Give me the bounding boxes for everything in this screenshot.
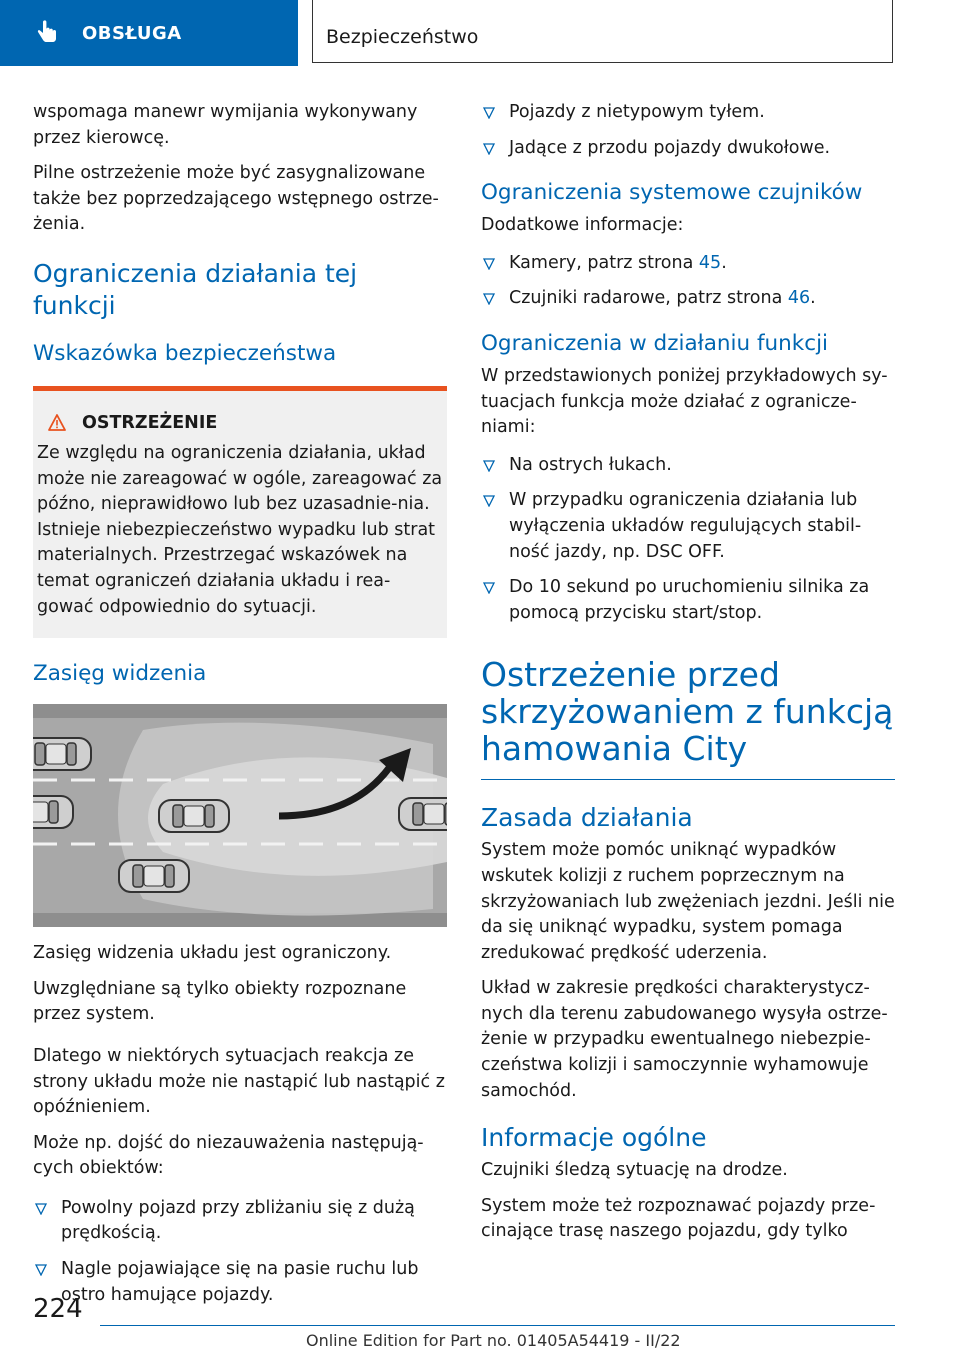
- paragraph: System może też rozpoznawać pojazdy prze-cinające trasę naszego pojazdu, gdy tylko: [481, 1195, 876, 1242]
- list-item: Czujniki radarowe, patrz strona 46.: [481, 286, 895, 312]
- main-heading: Ostrzeżenie przed skrzyżowaniem z funkcją hamowania City: [481, 655, 894, 769]
- paragraph: Może np. dojść do niezauważenia następują-cych obiektów:: [33, 1132, 424, 1179]
- list-item: Kamery, patrz strona 45.: [481, 251, 895, 277]
- hand-pointer-icon: [34, 20, 60, 46]
- paragraph: Dodatkowe informacje:: [481, 215, 684, 236]
- heading-sensor-limits: Ograniczenia systemowe czujników: [481, 180, 863, 206]
- heading-general: Informacje ogólne: [481, 1123, 707, 1153]
- objects-list-continued: [481, 100, 895, 161]
- list-item: W przypadku ograniczenia działania lub wyłączenia układów regulujących stabil-ność jazdy, np. DSC OFF.: [481, 488, 895, 565]
- heading-range: Zasięg widzenia: [33, 661, 207, 687]
- heading-safety: Wskazówka bezpieczeństwa: [33, 340, 337, 366]
- list-item: Powolny pojazd przy zbliżaniu się z dużą prędkością.: [33, 1196, 447, 1247]
- paragraph: Dlatego w niektórych sytuacjach reakcja ze strony układu może nie nastąpić lub nastąpić z opóźnieniem.: [33, 1045, 445, 1118]
- paragraph: Zasięg widzenia układu jest ograniczony.: [33, 943, 392, 964]
- section-label: OBSŁUGA: [82, 22, 182, 44]
- page-link-radar[interactable]: 46: [787, 288, 811, 309]
- list-item: Pojazdy z nietypowym tyłem.: [481, 100, 895, 126]
- page-number: 224: [33, 1294, 83, 1324]
- triangle-bullet-icon: [483, 495, 495, 507]
- list-item: Na ostrych łukach.: [481, 453, 895, 479]
- paragraph: wspomaga manewr wymijania wykonywany przez kierowcę.: [33, 102, 418, 148]
- triangle-bullet-icon: [483, 582, 495, 594]
- heading-principle: Zasada działania: [481, 803, 693, 833]
- footer-rule: [100, 1325, 895, 1326]
- left-column: [33, 100, 447, 1318]
- footer-edition: Online Edition for Part no. 01405A54419 - II/22: [306, 1331, 681, 1350]
- triangle-bullet-icon: [483, 107, 495, 119]
- section-tab: [0, 0, 298, 66]
- page-link-cameras[interactable]: 45: [698, 252, 722, 273]
- list-item: Do 10 sekund po uruchomieniu silnika za pomocą przycisku start/stop.: [481, 575, 895, 626]
- triangle-bullet-icon: [483, 143, 495, 155]
- chapter-box: [312, 0, 893, 63]
- paragraph: Uwzględniane są tylko obiekty rozpoznane przez system.: [33, 978, 407, 1025]
- field-of-view-illustration: [33, 704, 447, 927]
- warning-box: [33, 386, 447, 638]
- triangle-bullet-icon: [483, 258, 495, 270]
- heading-limits: Ograniczenia działania tej funkcji: [33, 258, 358, 320]
- warning-title: OSTRZEŻENIE: [82, 412, 218, 433]
- triangle-bullet-icon: [483, 460, 495, 472]
- warning-text: Ze względu na ograniczenia działania, układ może nie zareagować w ogóle, zareagować za późno, nieprawidłowo lub bez uzasadnie-nia. Istnieje niebezpieczeństwo wypadku lub strat materialnych. Przestrzegać wskazówek na temat ograniczeń działania układu i rea-gować odpowiednio do sytuacji.: [37, 442, 443, 617]
- paragraph: W przedstawionych poniżej przykładowych sy-tuacjach funkcja może działać z ogranicze-niami:: [481, 365, 888, 438]
- sensor-list: [481, 251, 895, 312]
- triangle-bullet-icon: [35, 1203, 47, 1215]
- list-item: Nagle pojawiające się na pasie ruchu lub ostro hamujące pojazdy.: [33, 1257, 447, 1308]
- right-column: [481, 100, 895, 1255]
- list-item: Jadące z przodu pojazdy dwukołowe.: [481, 136, 895, 162]
- page-header: [0, 0, 960, 66]
- paragraph: Układ w zakresie prędkości charakterystycz-nych dla terenu zabudowanego wysyła ostrze-żenie w przypadku ewentualnego niebezpie-czeństwa kolizji i samoczynnie wyhamowuje samochód.: [481, 978, 888, 1101]
- paragraph: Czujniki śledzą sytuację na drodze.: [481, 1160, 788, 1181]
- triangle-bullet-icon: [35, 1264, 47, 1276]
- chapter-title: Bezpieczeństwo: [326, 26, 479, 48]
- objects-list: [33, 1196, 447, 1308]
- warning-title-row: [48, 413, 447, 433]
- heading-function-limits: Ograniczenia w działaniu funkcji: [481, 330, 829, 356]
- warning-triangle-icon: [48, 414, 66, 431]
- triangle-bullet-icon: [483, 293, 495, 305]
- heading-rule: [481, 779, 895, 780]
- situations-list: [481, 453, 895, 627]
- paragraph: System może pomóc uniknąć wypadków wskutek kolizji z ruchem poprzecznym na skrzyżowaniach lub zwężeniach jezdni. Jeśli nie da się uniknąć wypadku, system pomaga zredukować prędkość uderzenia.: [481, 840, 895, 963]
- paragraph: Pilne ostrzeżenie może być zasygnalizowane także bez poprzedzającego wstępnego ostrze-żenia.: [33, 163, 439, 235]
